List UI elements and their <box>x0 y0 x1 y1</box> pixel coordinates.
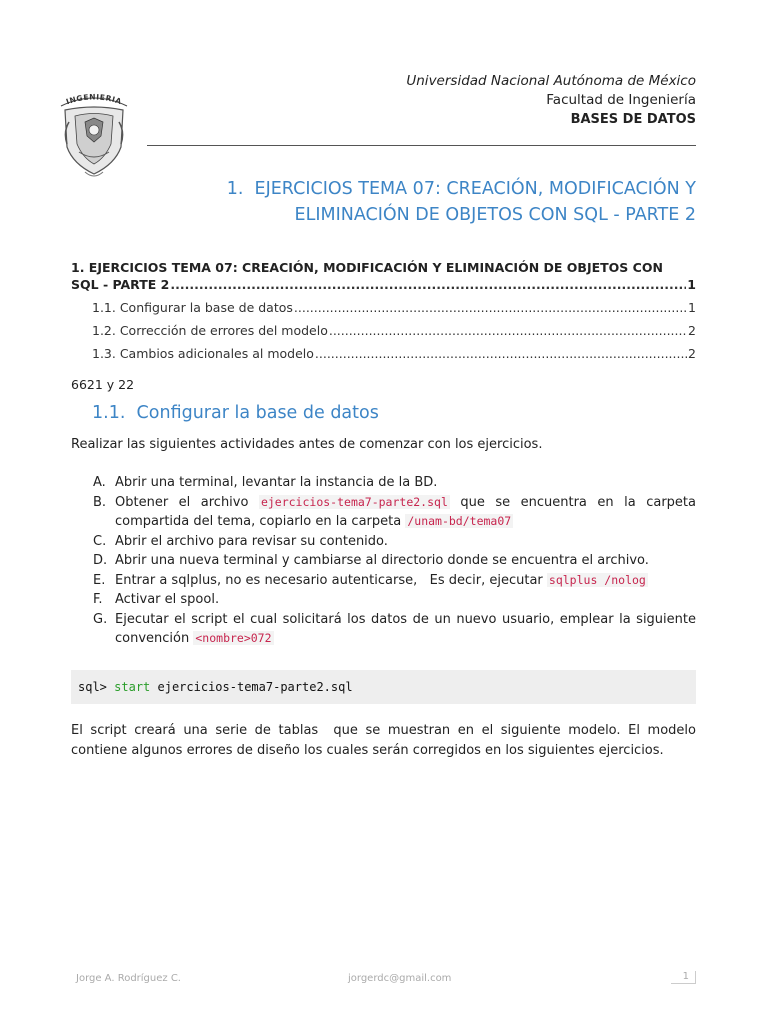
faculty-name: Facultad de Ingeniería <box>546 92 696 108</box>
step-text-part: Obtener el archivo <box>115 494 249 510</box>
list-item <box>71 590 696 610</box>
inline-code: sqlplus /nolog <box>548 572 646 587</box>
code-block[interactable] <box>71 670 696 704</box>
university-name: Universidad Nacional Autónoma de México <box>406 73 696 89</box>
step-letter: G. <box>93 611 108 627</box>
inline-code: <nombre>072 <box>195 631 272 645</box>
toc-item-page: 1 <box>688 300 696 315</box>
table-of-contents <box>71 259 696 362</box>
code-prompt: sql> <box>78 680 107 694</box>
step-letter: C. <box>93 533 107 549</box>
header-block <box>406 72 696 129</box>
header-divider <box>147 145 696 146</box>
svg-text:INGENIERIA: INGENIERIA <box>64 92 123 107</box>
course-name: BASES DE DATOS <box>570 112 696 127</box>
toc-main-label: 1. EJERCICIOS TEMA 07: CREACIÓN, MODIFICACIÓN Y ELIMINACIÓN DE OBJETOS CON <box>71 260 663 275</box>
toc-leader <box>329 322 687 339</box>
code-keyword: start <box>114 680 151 694</box>
step-letter: E. <box>93 572 106 588</box>
toc-main-entry[interactable] <box>71 259 696 293</box>
list-item <box>71 473 696 493</box>
toc-item[interactable] <box>71 299 696 316</box>
list-item <box>71 610 696 649</box>
step-letter: D. <box>93 553 108 568</box>
note-text: 6621 y 22 <box>71 377 135 392</box>
intro-text: Realizar las siguientes actividades antes de comenzar con los ejercicios. <box>71 437 543 452</box>
unam-engineering-logo <box>55 92 133 182</box>
toc-leader <box>315 345 687 362</box>
step-text <box>115 493 696 532</box>
title-text: EJERCICIOS TEMA 07: CREACIÓN, MODIFICACIÓN Y ELIMINACIÓN DE OBJETOS CON SQL - PARTE 2 <box>254 179 696 225</box>
step-letter: F. <box>93 592 103 607</box>
section-heading <box>92 403 379 423</box>
toc-item[interactable] <box>71 322 696 339</box>
document-title <box>136 176 696 228</box>
step-text <box>115 610 696 649</box>
toc-item[interactable] <box>71 345 696 362</box>
toc-item-label: 1.3. Cambios adicionales al modelo <box>92 346 314 361</box>
step-text: Abrir una nueva terminal y cambiarse al directorio donde se encuentra el archivo. <box>115 553 649 568</box>
footer-email[interactable]: jorgerdc@gmail.com <box>348 973 452 984</box>
title-number: 1. <box>226 179 244 199</box>
step-text-part: que se encuentra en la carpeta compartida del tema, copiarlo en la carpeta <box>115 494 696 529</box>
toc-main-page: 1 <box>687 277 696 292</box>
step-text: Activar el spool. <box>115 592 220 607</box>
toc-leader <box>294 299 687 316</box>
step-text <box>115 571 696 591</box>
toc-leader <box>170 276 686 293</box>
body-paragraph: El script creará una serie de tablas que se muestran en el siguiente modelo. El modelo contiene algunos errores de diseño los cuales serán corregidos en los siguientes ejercicios. <box>71 723 701 758</box>
code-argument: ejercicios-tema7-parte2.sql <box>157 680 353 694</box>
toc-item-page: 2 <box>688 346 696 361</box>
inline-code: /unam-bd/tema07 <box>407 514 512 528</box>
list-item <box>71 571 696 591</box>
page-number: 1 <box>671 971 696 984</box>
toc-item-label: 1.2. Corrección de errores del modelo <box>92 323 328 338</box>
toc-item-page: 2 <box>688 323 696 338</box>
step-text: Abrir el archivo para revisar su contenido. <box>115 533 388 549</box>
step-text-part: Ejecutar el script el cual solicitará los datos de un nuevo usuario, emplear la siguiente convención <box>115 611 696 646</box>
footer-author: Jorge A. Rodríguez C. <box>76 973 181 984</box>
section-title: Configurar la base de datos <box>136 403 379 423</box>
step-letter: A. <box>93 475 106 490</box>
steps-list <box>71 473 696 649</box>
list-item <box>71 493 696 532</box>
step-text-part: Entrar a sqlplus, no es necesario autenticarse, Es decir, ejecutar <box>115 572 543 588</box>
list-item <box>71 551 696 571</box>
list-item <box>71 532 696 552</box>
step-letter: B. <box>93 494 107 510</box>
step-text: Abrir una terminal, levantar la instancia de la BD. <box>115 475 438 490</box>
inline-code: ejercicios-tema7-parte2.sql <box>260 494 448 509</box>
section-number: 1.1. <box>92 403 126 423</box>
toc-item-label: 1.1. Configurar la base de datos <box>92 300 293 315</box>
toc-main-label-cont: SQL - PARTE 2 <box>71 277 170 292</box>
